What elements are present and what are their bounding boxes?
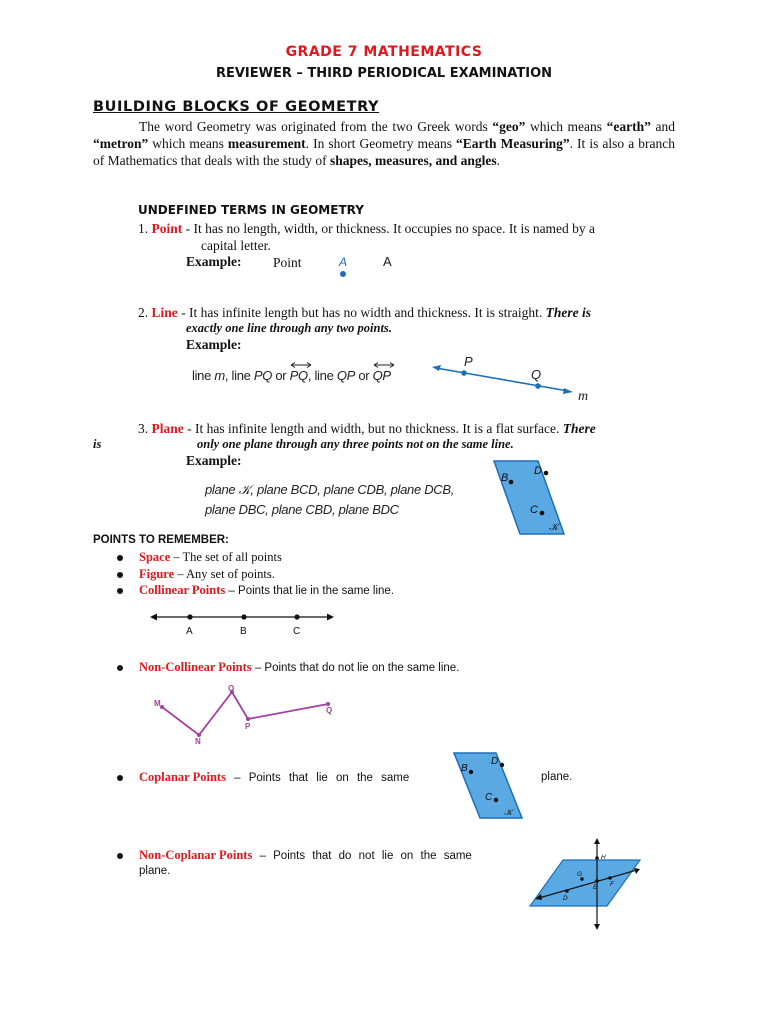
point-figure <box>330 250 410 280</box>
coplanar-desc-tail: plane. <box>541 771 573 783</box>
coplanar-fig-d: D <box>491 756 499 767</box>
collinear-term: Collinear Points <box>139 583 226 597</box>
noncollinear-figure <box>150 682 340 744</box>
plane-term: Plane <box>151 421 184 436</box>
line-name-qp-arrow: QP <box>372 368 391 383</box>
coplanar-desc: – Points that lie on the same <box>225 772 410 784</box>
intro-text: which means <box>525 119 607 134</box>
collinear-figure <box>148 607 338 639</box>
list-item-collinear <box>117 582 394 599</box>
noncollinear-fig-m: M <box>154 699 161 708</box>
arrow-right-icon <box>563 388 573 394</box>
point-term: Point <box>151 221 183 236</box>
line-names-text: , line <box>307 368 337 383</box>
figure-desc: – Any set of points. <box>174 567 275 581</box>
page-title: GRADE 7 MATHEMATICS <box>285 44 483 60</box>
list-item-figure <box>117 566 275 582</box>
intro-earth-measuring: “Earth Measuring” <box>456 136 570 151</box>
bullet-icon <box>117 572 123 578</box>
bullet-icon <box>117 775 123 781</box>
noncollinear-desc: – Points that do not lie on the same line. <box>251 662 460 674</box>
noncoplanar-fig-e: E <box>593 884 598 891</box>
intro-text: . It is also a branch of Mathematics that deals with the study of <box>93 136 676 168</box>
noncoplanar-figure <box>527 838 643 932</box>
intro-text: . <box>496 153 500 168</box>
line-name-qp: QP <box>336 368 356 383</box>
page-subtitle: REVIEWER – THIRD PERIODICAL EXAMINATION <box>215 66 552 81</box>
double-arrow-icon <box>290 361 312 369</box>
line-name-pq-arrow: PQ <box>289 368 308 383</box>
list-item-space <box>117 549 282 565</box>
plane-emphasis-cont: only one plane through any three points not on the same line. <box>197 437 514 451</box>
intro-measurement: measurement <box>227 136 306 151</box>
point-example-label: Example: <box>186 254 242 269</box>
coplanar-figure <box>450 750 530 822</box>
plane-example-label: Example: <box>186 453 242 468</box>
noncoplanar-desc-cont: plane. <box>139 865 171 877</box>
intro-text: . In short Geometry means <box>305 136 457 151</box>
noncollinear-fig-o: O <box>228 684 235 693</box>
coplanar-fig-k: 𝒦 <box>504 808 513 818</box>
collinear-fig-b: B <box>240 626 247 637</box>
list-item-coplanar <box>117 769 409 786</box>
list-item-noncollinear <box>117 659 459 676</box>
bullet-icon <box>117 588 123 594</box>
noncoplanar-term: Non-Coplanar Points <box>139 848 253 862</box>
plane-names-line1: plane 𝒦, plane BCD, plane CDB, plane DCB, <box>205 482 455 497</box>
line-fig-p: P <box>464 354 473 369</box>
item-number: 1. <box>138 221 152 236</box>
point-fig-dot <box>340 271 346 277</box>
line-names-text: or <box>272 368 290 383</box>
line-emphasis: There is <box>545 305 591 320</box>
list-item-noncoplanar <box>117 847 472 864</box>
line-name-pq: PQ <box>253 368 273 383</box>
plane-fig-c: C <box>530 504 538 516</box>
undefined-terms-heading: UNDEFINED TERMS IN GEOMETRY <box>138 203 364 217</box>
noncoplanar-fig-d: D <box>563 895 568 902</box>
item-number: 3. <box>138 421 152 436</box>
item-number: 2. <box>138 305 152 320</box>
plane-fig-d: D <box>534 465 542 477</box>
point-definition <box>138 220 595 237</box>
point-fig-label: A <box>383 254 392 269</box>
intro-metron: “metron” <box>93 136 149 151</box>
line-names-text: line <box>192 368 215 383</box>
double-arrow-icon <box>373 361 395 369</box>
coplanar-fig-b: B <box>461 763 468 774</box>
intro-text: which means <box>148 136 228 151</box>
noncollinear-fig-n: N <box>195 737 201 744</box>
line-names-text: or <box>355 368 373 383</box>
bullet-icon <box>117 665 123 671</box>
plane-emphasis: There <box>562 421 596 436</box>
arrow-down-icon <box>594 924 600 930</box>
line-names <box>192 368 391 383</box>
plane-fig-k: 𝒦 <box>549 522 559 533</box>
bullet-icon <box>117 853 123 859</box>
space-desc: – The set of all points <box>170 550 282 564</box>
line-fig-m: m <box>578 389 589 402</box>
plane-names <box>205 480 454 520</box>
line-desc: - It has infinite length but has no width and thickness. It is straight. <box>177 305 546 320</box>
line-names-text: , line <box>224 368 254 383</box>
coplanar-fig-c: C <box>485 792 493 803</box>
plane-fig-b: B <box>501 472 509 484</box>
point-p-dot <box>461 370 467 376</box>
points-heading: POINTS TO REMEMBER: <box>93 534 229 546</box>
section-heading: BUILDING BLOCKS OF GEOMETRY <box>93 99 380 115</box>
intro-text: The word Geometry was originated from the two Greek words <box>139 119 493 134</box>
noncoplanar-fig-h: H <box>601 854 606 861</box>
figure-term: Figure <box>139 567 175 581</box>
noncoplanar-fig-g: G <box>577 871 583 878</box>
plane-desc: - It has infinite length and width, but no thickness. It is a flat surface. <box>183 421 563 436</box>
point-desc: - It has no length, width, or thickness. It occupies no space. It is named by a <box>182 221 596 236</box>
noncoplanar-plane-shape <box>530 860 640 906</box>
collinear-fig-a: A <box>186 626 193 637</box>
arrow-right-icon <box>327 614 334 621</box>
point-example-word: Point <box>273 255 302 270</box>
collinear-desc: – Points that lie in the same line. <box>225 585 394 597</box>
point-fig-label-italic: A <box>339 255 348 269</box>
noncoplanar-fig-f: F <box>610 881 614 888</box>
intro-text: and <box>650 119 675 134</box>
noncollinear-fig-q: Q <box>326 706 333 715</box>
space-term: Space <box>139 550 171 564</box>
line-example-label: Example: <box>186 337 242 352</box>
noncollinear-fig-p: P <box>245 722 251 731</box>
plane-emphasis-is: is <box>93 437 102 451</box>
line-term: Line <box>151 305 178 320</box>
intro-geo: “geo” <box>492 119 526 134</box>
point-desc-cont: capital letter. <box>201 238 271 253</box>
line-fig-q: Q <box>531 367 542 382</box>
line-figure <box>428 352 598 402</box>
line-definition <box>138 304 591 321</box>
point-q-dot <box>535 383 541 389</box>
intro-shapes: shapes, measures, and angles <box>329 153 497 168</box>
arrow-up-icon <box>594 838 600 844</box>
arrow-left-icon <box>432 365 441 371</box>
line-name-m: m <box>214 368 225 383</box>
noncollinear-term: Non-Collinear Points <box>139 660 252 674</box>
intro-paragraph <box>93 118 675 169</box>
coplanar-term: Coplanar Points <box>139 770 226 784</box>
line-emphasis-cont: exactly one line through any two points. <box>186 321 392 335</box>
plane-names-line2: plane DBC, plane CBD, plane BDC <box>205 502 399 517</box>
plane-definition <box>138 420 596 437</box>
noncoplanar-desc: – Points that do not lie on the same <box>252 850 472 862</box>
plane-figure <box>490 458 570 538</box>
collinear-fig-c: C <box>293 626 301 637</box>
intro-earth: “earth” <box>606 119 651 134</box>
bullet-icon <box>117 555 123 561</box>
arrow-left-icon <box>150 614 157 621</box>
